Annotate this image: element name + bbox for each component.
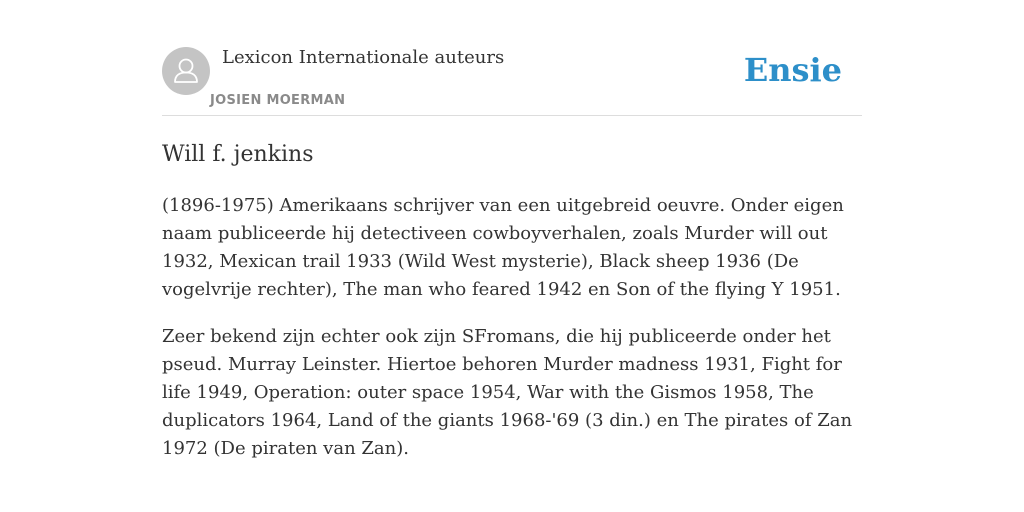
author-link[interactable]: JOSIEN MOERMAN [210, 93, 346, 108]
paragraph: Zeer bekend zijn echter ook zijn SFromans, die hij publiceerde onder het pseud. Murray Leinster. Hiertoe behoren Murder madness 1931, Fight for life 1949, Operation: outer space 1954, War with the Gismos 1958, The duplicators 1964, Land of the giants 1968-'69 (3 din.) en The pirates of Zan 1972 (De piraten van Zan). [162, 326, 853, 459]
avatar[interactable] [162, 47, 210, 95]
brand-logo[interactable]: Ensie [743, 51, 842, 89]
user-icon [162, 47, 210, 95]
entry-title: Will f. jenkins [162, 142, 314, 167]
paragraph: (1896-1975) Amerikaans schrijver van een uitgebreid oeuvre. Onder eigen naam publiceerde hij detectiveen cowboyverhalen, zoals Murder will out 1932, Mexican trail 1933 (Wild West mysterie), Black sheep 1936 (De vogelvrije rechter), The man who feared 1942 en Son of the flying Y 1951. [162, 195, 844, 300]
header [162, 46, 862, 116]
book-title-link[interactable]: Lexicon Internationale auteurs [222, 47, 505, 68]
header-divider [162, 115, 862, 116]
entry-body [162, 192, 864, 482]
